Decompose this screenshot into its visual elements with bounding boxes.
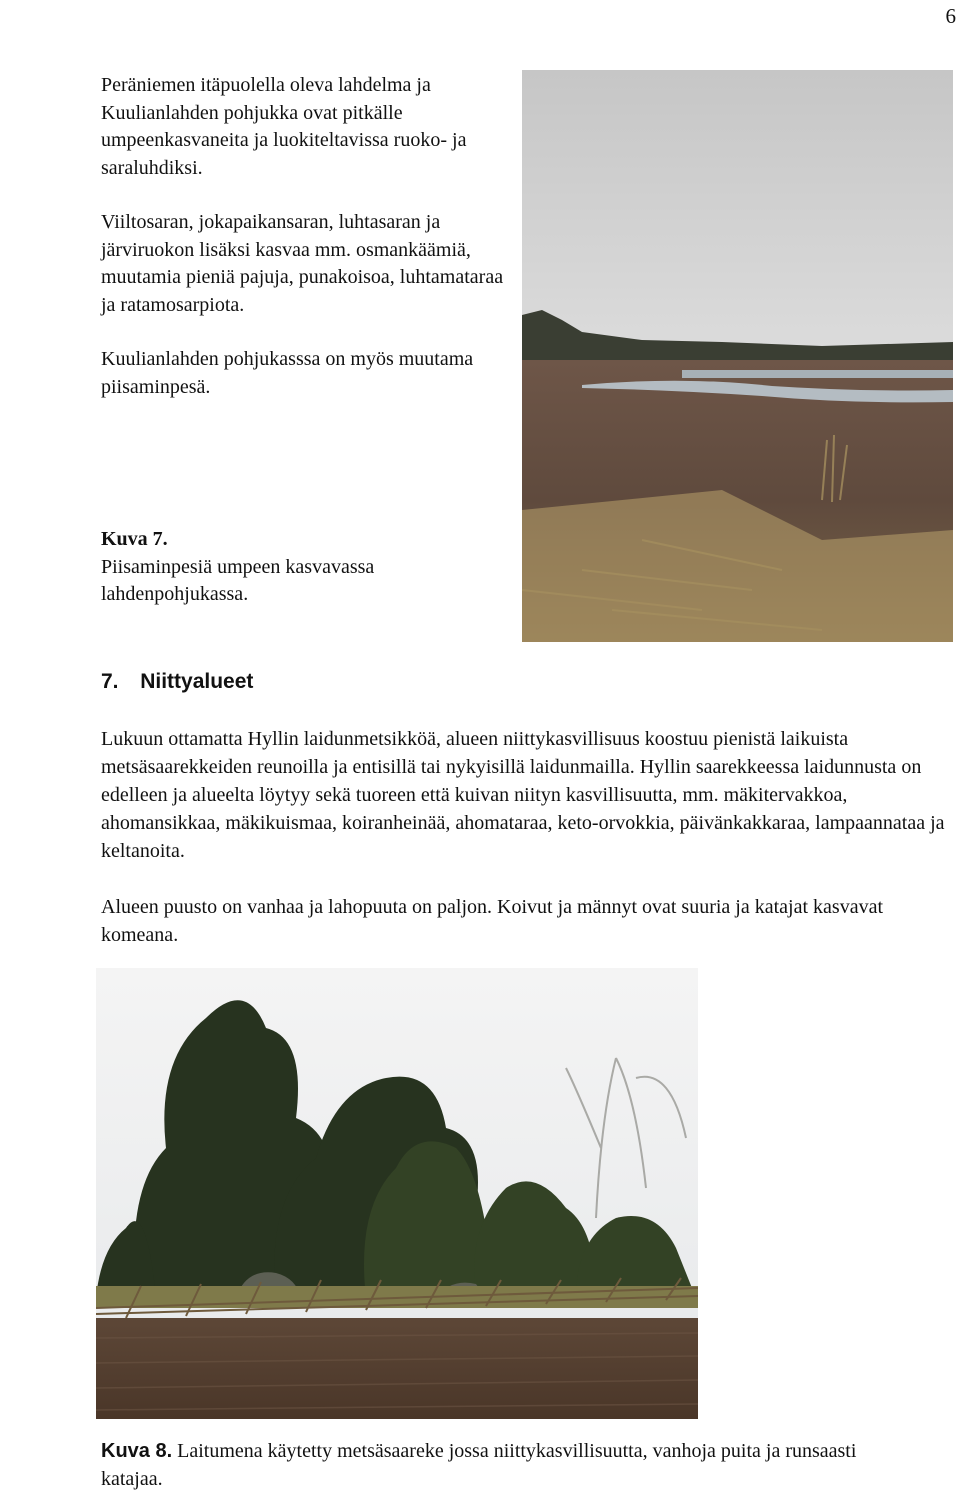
figure8-caption-text: Laitumena käytetty metsäsaareke jossa niittykasvillisuutta, vanhoja puita ja runsaasti katajaa. <box>101 1440 857 1490</box>
figure8-label: Kuva 8. <box>101 1440 173 1462</box>
figure7-caption-text: Piisaminpesiä umpeen kasvavassa lahdenpohjukassa. <box>101 555 375 605</box>
intro-paragraph: Viiltosaran, jokapaikansaran, luhtasaran ja järviruokon lisäksi kasvaa mm. osmankäämiä, muutamia pieniä pajuja, punakoisoa, luhtamataraa ja ratamosarpiota. <box>101 211 504 316</box>
section-number: 7. <box>101 670 119 693</box>
intro-text <box>101 72 506 401</box>
section-paragraph: Alueen puusto on vanhaa ja lahopuuta on paljon. Koivut ja männyt ovat suuria ja katajat kasvavat komeana. <box>101 896 884 946</box>
section-title: Niittyalueet <box>140 670 254 693</box>
section-heading <box>101 670 253 694</box>
figure8-caption <box>101 1437 891 1493</box>
figure7-label: Kuva 7. <box>101 528 168 550</box>
intro-paragraph: Peräniemen itäpuolella oleva lahdelma ja Kuulianlahden pohjukka ovat pitkälle umpeenkasvaneita ja luokiteltavissa ruoko- ja saraluhdiksi. <box>101 74 467 179</box>
figure7-photo <box>522 70 953 642</box>
section-body <box>101 725 957 949</box>
page-number: 6 <box>945 4 956 28</box>
section-paragraph: Lukuun ottamatta Hyllin laidunmetsikköä, alueen niittykasvillisuus koostuu pienistä laikuista metsäsaarekkeiden reunoilla ja entisillä tai nykyisillä laidunmailla. Hyllin saarekkeessa laidunnusta on edelleen ja alueelta löytyy sekä tuoreen että kuivan niityn kasvillisuutta, mm. mäkitervakkoa, ahomansikkaa, mäkikuismaa, koiranheinää, ahomataraa, keto-orvokkia, päivänkakkaraa, lampaannataa ja keltanoita. <box>101 728 945 862</box>
figure8-photo <box>96 968 698 1419</box>
figure7-caption <box>101 526 481 609</box>
intro-paragraph: Kuulianlahden pohjukasssa on myös muutama piisaminpesä. <box>101 348 474 398</box>
